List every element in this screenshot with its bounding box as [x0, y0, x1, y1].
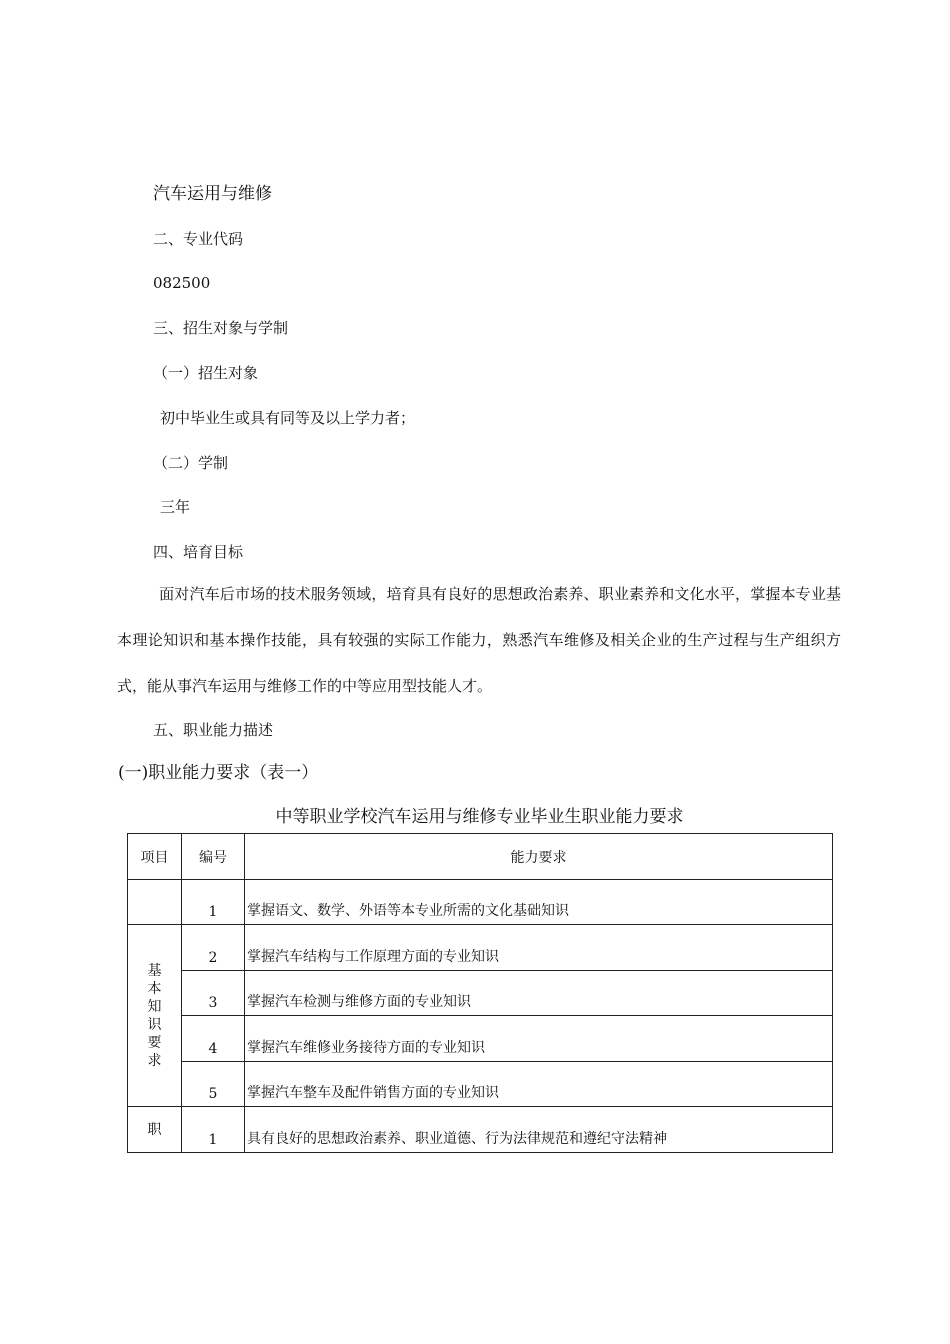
table-row	[128, 925, 833, 971]
section-4-text: 面对汽车后市场的技术服务领域，培育具有良好的思想政治素养、职业素养和文化水平，掌握本专业基本理论知识和基本操作技能，具有较强的实际工作能力，熟悉汽车维修及相关企业的生产过程与生产组织方式，能从事汽车运用与维修工作的中等应用型技能人才。	[117, 585, 841, 695]
row-requirement: 具有良好的思想政治素养、职业道德、行为法律规范和遵纪守法精神	[245, 1107, 833, 1153]
major-code: 082500	[153, 274, 211, 292]
table-caption: 中等职业学校汽车运用与维修专业毕业生职业能力要求	[275, 807, 684, 827]
row-requirement: 掌握汽车维修业务接待方面的专业知识	[245, 1016, 833, 1062]
table-header-row	[128, 834, 833, 880]
row-requirement: 掌握语文、数学、外语等本专业所需的文化基础知识	[245, 880, 833, 925]
section-3-2-heading: （二）学制	[153, 454, 229, 472]
section-3-1-text: 初中毕业生或具有同等及以上学力者；	[160, 409, 416, 427]
header-item: 项目	[128, 834, 182, 880]
group-label-basic-knowledge: 基本知识要求	[147, 962, 162, 1069]
row-requirement: 掌握汽车结构与工作原理方面的专业知识	[245, 925, 833, 971]
header-number: 编号	[182, 834, 245, 880]
section-5-1-heading: (一)职业能力要求（表一）	[118, 763, 319, 783]
section-4-paragraph	[117, 571, 841, 709]
row-number: 2	[182, 925, 245, 971]
row-requirement: 掌握汽车检测与维修方面的专业知识	[245, 971, 833, 1016]
row-number: 4	[182, 1016, 245, 1062]
section-3-heading: 三、招生对象与学制	[153, 319, 289, 337]
major-name: 汽车运用与维修	[153, 184, 272, 204]
table-row	[128, 1062, 833, 1107]
group-empty-cell	[128, 880, 182, 925]
table-row	[128, 1016, 833, 1062]
table-row	[128, 971, 833, 1016]
row-requirement: 掌握汽车整车及配件销售方面的专业知识	[245, 1062, 833, 1107]
requirements-table	[127, 833, 833, 1153]
row-number: 1	[182, 1107, 245, 1153]
row-number: 1	[182, 880, 245, 925]
section-2-heading: 二、专业代码	[153, 230, 244, 248]
section-4-heading: 四、培育目标	[153, 543, 244, 561]
table-row	[128, 1107, 833, 1153]
group-label-vocational: 职	[128, 1107, 182, 1153]
section-3-1-heading: （一）招生对象	[153, 364, 259, 382]
group-label-cell	[128, 925, 182, 1107]
table-row	[128, 880, 833, 925]
section-3-2-text: 三年	[160, 498, 191, 516]
section-5-heading: 五、职业能力描述	[153, 721, 274, 739]
row-number: 3	[182, 971, 245, 1016]
header-requirement: 能力要求	[245, 834, 833, 880]
row-number: 5	[182, 1062, 245, 1107]
